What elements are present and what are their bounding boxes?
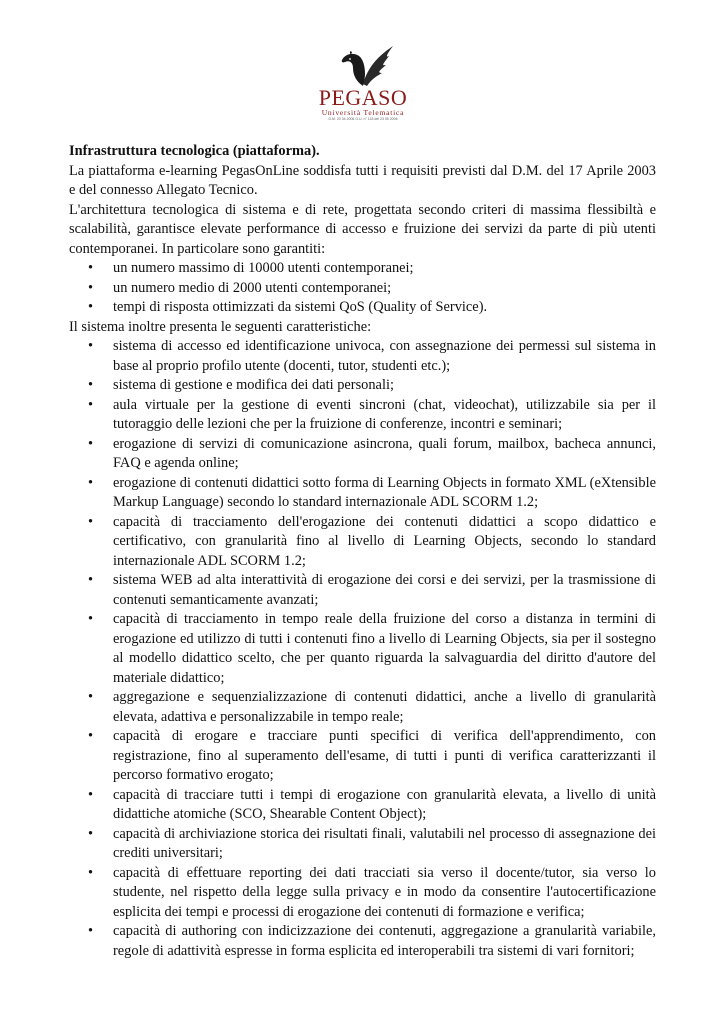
university-logo — [304, 40, 422, 130]
list-item: • erogazione di contenuti didattici sotto forma di Learning Objects in formato XML (eXtensible Markup Language) secondo lo standard internazionale ADL SCORM 1.2; — [69, 474, 656, 513]
pegasus-icon — [323, 40, 403, 90]
guarantees-list — [69, 259, 656, 318]
list-item: • un numero medio di 2000 utenti contemporanei; — [69, 279, 656, 299]
list-item: • capacità di tracciamento dell'erogazione dei contenuti didattici a scopo didattico e certificativo, con granularità fino al livello di Learning Objects, secondo lo standard internazionale ADL SCORM 1.2; — [69, 513, 656, 572]
document-body — [69, 142, 656, 961]
list-item: • sistema di accesso ed identificazione univoca, con assegnazione dei permessi sul sistema in base al proprio profilo utente (docenti, tutor, studenti etc.); — [69, 337, 656, 376]
list-item: • erogazione di servizi di comunicazione asincrona, quali forum, mailbox, bacheca annunci, FAQ e agenda online; — [69, 435, 656, 474]
logo-decree: D.M. 20 04 2006 G.U. n° 118 del 23 05 2006 — [328, 117, 398, 121]
features-intro: Il sistema inoltre presenta le seguenti caratteristiche: — [69, 318, 372, 335]
list-item: • sistema WEB ad alta interattività di erogazione dei corsi e dei servizi, per la trasmissione di contenuti semanticamente avanzati; — [69, 571, 656, 610]
list-item: • capacità di erogare e tracciare punti specifici di verifica dell'apprendimento, con registrazione, fino al superamento dell'esame, di tutti i punti di verifica caratterizzanti il percorso formativo erogato; — [69, 727, 656, 786]
section-heading: Infrastruttura tecnologica (piattaforma). — [69, 143, 320, 159]
list-item: • capacità di archiviazione storica dei risultati finali, valutabili nel processo di assegnazione dei crediti universitari; — [69, 825, 656, 864]
logo-name: PEGASO — [318, 85, 408, 110]
list-item: • un numero massimo di 10000 utenti contemporanei; — [69, 259, 656, 279]
logo-subtitle: Università Telematica — [321, 108, 405, 117]
features-list — [69, 337, 656, 961]
list-item: • sistema di gestione e modifica dei dati personali; — [69, 376, 656, 396]
list-item: • tempi di risposta ottimizzati da sistemi QoS (Quality of Service). — [69, 298, 656, 318]
list-item: • aggregazione e sequenzializzazione di contenuti didattici, anche a livello di granularità elevata, adattiva e personalizzabile in tempo reale; — [69, 688, 656, 727]
list-item: • capacità di tracciamento in tempo reale della fruizione del corso a distanza in termini di erogazione ed utilizzo di tutti i contenuti fino a livello di Learning Objects, sia per il sostegno al modello didattico scelto, che per quanto riguarda la salvaguardia del diritto d'autore del materiale didattico; — [69, 610, 656, 688]
intro-paragraph: La piattaforma e-learning PegasOnLine soddisfa tutti i requisiti previsti dal D.M. del 17 Aprile 2003 e del connesso Allegato Tecnico. — [69, 162, 656, 198]
list-item: • capacità di effettuare reporting dei dati tracciati sia verso il docente/tutor, sia verso lo studente, nel rispetto della legge sulla privacy e in modo da consentire l'autocertificazione esplicita dei tempi e processi di erogazione dei contenuti di formazione e verifica; — [69, 864, 656, 923]
list-item: • capacità di authoring con indicizzazione dei contenuti, aggregazione a granularità variabile, regole di adattività espresse in forma esplicita ed interoperabili tra sistemi di vari fornitori; — [69, 922, 656, 961]
list-item: • capacità di tracciare tutti i tempi di erogazione con granularità elevata, a livello di unità didattiche atomiche (SCO, Shearable Content Object); — [69, 786, 656, 825]
intro-paragraph: L'architettura tecnologica di sistema e di rete, progettata secondo criteri di massima flessibiltà e scalabilità, garantisce elevate performance di accesso e fruizione dei servizi da parte di più utenti contemporanei. In particolare sono garantiti: — [69, 201, 656, 257]
list-item: • aula virtuale per la gestione di eventi sincroni (chat, videochat), utilizzabile sia per il tutoraggio delle lezioni che per la fruizione di conferenze, incontri e seminari; — [69, 396, 656, 435]
